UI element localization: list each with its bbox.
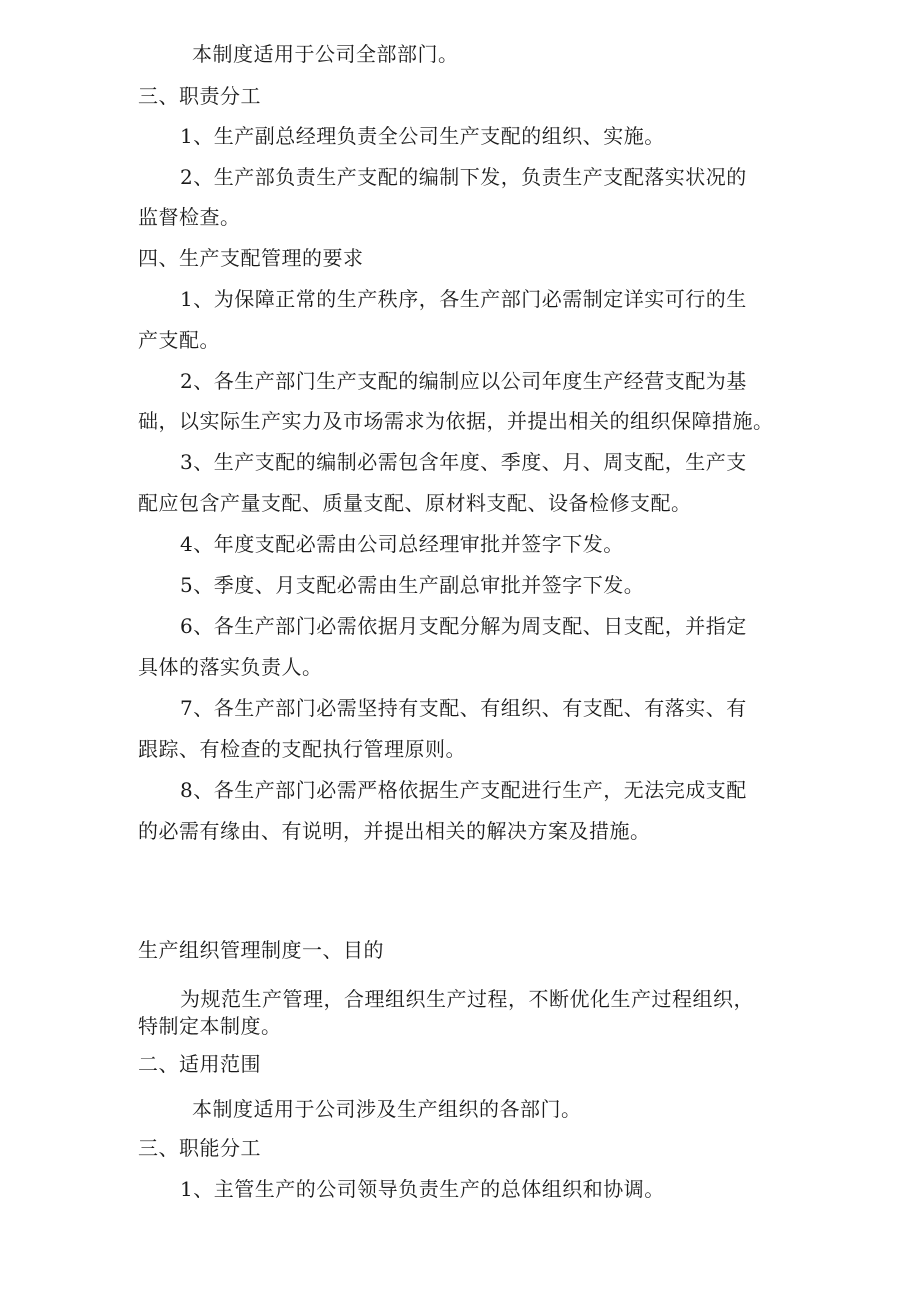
text-line: 5、季度、月支配必需由生产副总审批并签字下发。 — [180, 573, 645, 597]
text-line: 6、各生产部门必需依据月支配分解为周支配、日支配，并指定 — [180, 614, 747, 638]
text-line: 3、生产支配的编制必需包含年度、季度、月、周支配，生产支 — [180, 450, 747, 474]
text-line: 础，以实际生产实力及市场需求为依据，并提出相关的组织保障措施。 — [138, 409, 774, 433]
text-line: 监督检查。 — [138, 205, 241, 229]
text-line: 1、生产副总经理负责全公司生产支配的组织、实施。 — [180, 124, 665, 148]
text-line: 本制度适用于公司全部部门。 — [192, 42, 459, 66]
text-line: 产支配。 — [138, 328, 220, 352]
text-line: 为规范生产管理，合理组织生产过程，不断优化生产过程组织， — [180, 987, 754, 1011]
section-heading: 二、适用范围 — [138, 1052, 261, 1076]
section-heading: 四、生产支配管理的要求 — [138, 246, 364, 270]
section-heading: 三、职能分工 — [138, 1136, 261, 1160]
document-title: 生产组织管理制度一、目的 — [138, 938, 384, 962]
text-line: 7、各生产部门必需坚持有支配、有组织、有支配、有落实、有 — [180, 696, 747, 720]
text-line: 特制定本制度。 — [138, 1014, 282, 1038]
text-line: 的必需有缘由、有说明，并提出相关的解决方案及措施。 — [138, 819, 651, 843]
section-heading: 三、职责分工 — [138, 84, 261, 108]
text-line: 具体的落实负责人。 — [138, 655, 323, 679]
text-line: 配应包含产量支配、质量支配、原材料支配、设备检修支配。 — [138, 491, 692, 515]
text-line: 4、年度支配必需由公司总经理审批并签字下发。 — [180, 532, 624, 556]
text-line: 跟踪、有检查的支配执行管理原则。 — [138, 737, 466, 761]
text-line: 1、为保障正常的生产秩序，各生产部门必需制定详实可行的生 — [180, 287, 747, 311]
text-line: 本制度适用于公司涉及生产组织的各部门。 — [192, 1097, 582, 1121]
text-line: 2、各生产部门生产支配的编制应以公司年度生产经营支配为基 — [180, 369, 747, 393]
text-line: 8、各生产部门必需严格依据生产支配进行生产，无法完成支配 — [180, 778, 747, 802]
text-line: 1、主管生产的公司领导负责生产的总体组织和协调。 — [180, 1177, 665, 1201]
text-line: 2、生产部负责生产支配的编制下发，负责生产支配落实状况的 — [180, 165, 747, 189]
